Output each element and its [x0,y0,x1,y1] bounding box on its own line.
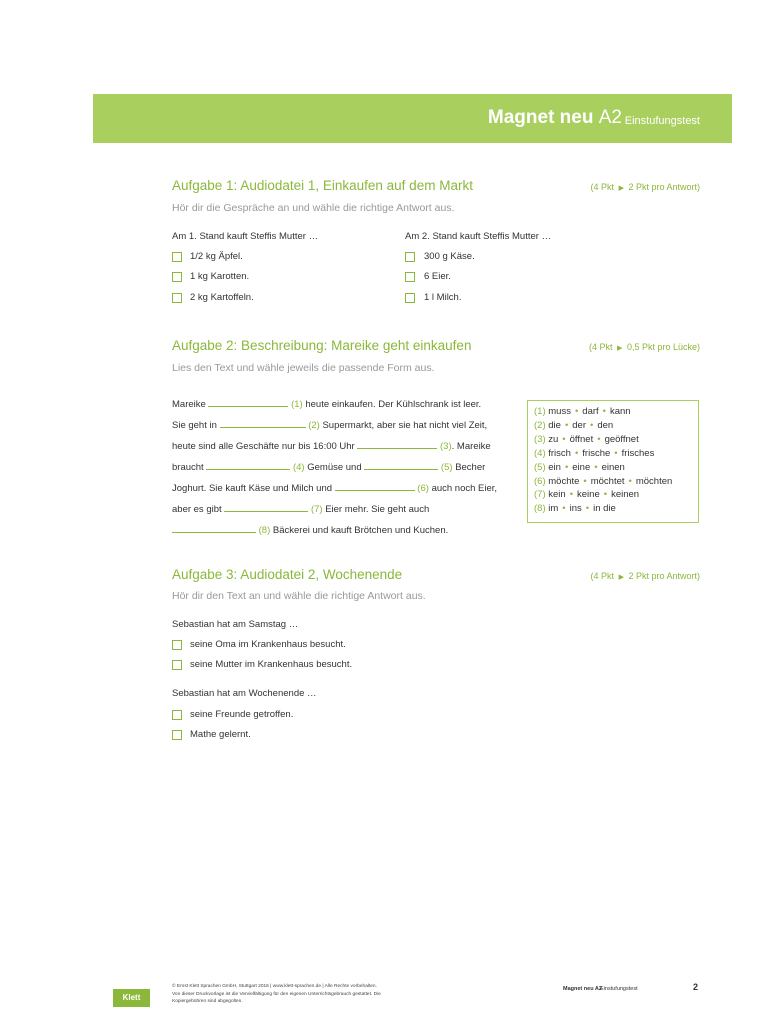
word-option[interactable]: darf [582,406,599,417]
task1-q1-option: 2 kg Kartoffeln. [190,292,254,303]
cloze-text: Supermarkt, aber sie hat nicht viel Zeit, [322,420,488,431]
brand-level: A2 [598,107,622,128]
task1-q2-option: 300 g Käse. [424,251,475,262]
cloze-line [172,397,481,410]
gap-blank[interactable] [357,439,437,449]
word-choice-number: (7) [534,489,549,501]
bullet-dot-icon: • [603,489,608,501]
cloze-line [172,502,429,515]
cloze-text: Joghurt. Sie kauft Käse und Milch und [172,483,333,494]
task3-points [591,571,700,581]
page-number: 2 [693,982,699,992]
bullet-dot-icon: • [574,447,579,459]
word-option[interactable]: zu [548,433,559,445]
cloze-text: Eier mehr. Sie geht auch [325,504,430,515]
word-option[interactable]: keine [577,489,600,501]
bullet-dot-icon: • [562,503,566,515]
cloze-text: Bäckerei und kauft Brötchen und Kuchen. [272,525,449,536]
klett-logo: Klett [113,989,150,1007]
cloze-text: auch noch Eier, [431,483,498,494]
word-option[interactable]: frische [582,447,611,459]
word-option[interactable]: ins [569,503,582,515]
task1-points [591,182,700,192]
gap-number: (5) [440,462,453,473]
word-option[interactable]: kann [609,406,631,417]
cloze-text: braucht [172,462,204,473]
task2-title: Aufgabe 2: Beschreibung: Mareike geht einkaufen [172,338,472,353]
task1-instruction: Hör dir die Gespräche an und wähle die richtige Antwort aus. [172,202,455,214]
bullet-dot-icon: • [594,461,598,473]
gap-number: (7) [310,504,323,515]
gap-blank[interactable] [335,481,415,491]
header-subtitle: Einstufungstest [624,115,700,127]
cloze-line [172,481,497,494]
word-option[interactable]: möchtet [590,475,625,487]
task2-points-right: 0,5 Pkt pro Lücke) [626,342,700,352]
gap-number: (6) [417,483,429,494]
task1-q2-option: 6 Eier. [424,271,451,282]
word-choice-row [534,503,616,514]
task1-q1-option: 1/2 kg Äpfel. [190,251,243,262]
task3-q1-option: seine Mutter im Krankenhaus besucht. [190,659,353,670]
task1-title: Aufgabe 1: Audiodatei 1, Einkaufen auf dem Markt [172,178,473,193]
task3-instruction: Hör dir den Text an und wähle die richtige Antwort aus. [172,590,426,602]
checkbox[interactable] [172,640,182,650]
word-option[interactable]: kein [548,489,566,501]
cloze-text: Gemüse und [307,462,362,473]
gap-number: (1) [291,399,303,410]
brand-name: Magnet neu [487,107,594,128]
header-banner [93,94,732,143]
task1-points-right: 2 Pkt pro Antwort) [628,182,700,192]
checkbox[interactable] [172,710,182,720]
word-option[interactable]: einen [601,461,625,473]
bullet-dot-icon: • [562,433,566,445]
word-option[interactable]: in die [593,503,616,515]
cloze-line [172,418,487,431]
task1-q2-option: 1 l Milch. [424,292,462,303]
bullet-dot-icon: • [564,461,569,473]
cloze-text: Becher [455,462,486,473]
cloze-line [172,460,485,473]
footer-license: Von dieser Druckvorlage ist die Vervielfältigung für den eigenen Unterrichtsgebrauch gestattet. Die [172,992,381,997]
cloze-text: heute einkaufen. Der Kühlschrank ist leer. [305,399,482,410]
word-choice-row [534,476,672,487]
word-option[interactable]: möchten [635,475,673,487]
task2-points-left: (4 Pkt [589,342,613,352]
word-option[interactable]: muss [548,406,571,417]
word-choice-number: (8) [534,503,549,515]
task3-title: Aufgabe 3: Audiodatei 2, Wochenende [172,567,403,582]
footer-subtitle: Einstufungstest [600,986,638,992]
bullet-dot-icon: • [569,489,574,501]
word-choice-number: (4) [534,447,549,459]
word-choice-number: (6) [534,475,549,487]
word-choice-number: (2) [534,419,549,431]
word-choice-number: (5) [534,461,549,473]
word-choice-number: (3) [534,433,549,445]
checkbox[interactable] [172,293,182,303]
bullet-dot-icon: • [585,503,590,515]
word-choice-row [534,406,631,417]
checkbox[interactable] [405,252,415,262]
word-option[interactable]: der [572,419,586,431]
bullet-dot-icon: • [597,433,601,445]
word-option[interactable]: die [548,419,561,431]
arrow-right-icon: ▶ [618,185,624,192]
word-option[interactable]: öffnet [569,433,594,445]
bullet-dot-icon: • [614,447,618,459]
checkbox[interactable] [405,272,415,282]
task2-points [589,342,700,352]
task1-q2-label: Am 2. Stand kauft Steffis Mutter … [405,231,552,242]
cloze-text: Mareike [172,399,206,410]
gap-number: (2) [308,420,320,431]
task3-q1-option: seine Oma im Krankenhaus besucht. [190,639,346,650]
arrow-right-icon: ▶ [618,574,624,581]
gap-blank[interactable] [206,460,290,470]
bullet-dot-icon: • [574,406,579,417]
word-choice-row [534,448,654,459]
checkbox[interactable] [172,272,182,282]
gap-blank[interactable] [172,523,256,533]
bullet-dot-icon: • [628,475,632,487]
bullet-dot-icon: • [602,406,606,417]
word-option[interactable]: im [548,503,559,515]
gap-number: (8) [258,525,271,536]
task3-q2-label: Sebastian hat am Wochenende … [172,688,317,699]
checkbox[interactable] [172,660,182,670]
gap-blank[interactable] [208,397,288,407]
task1-points-left: (4 Pkt [590,182,615,192]
task3-points-left: (4 Pkt [590,571,615,581]
bullet-dot-icon: • [564,419,569,431]
bullet-dot-icon: • [590,419,594,431]
word-choice-row [534,434,639,445]
task1-q1-option: 1 kg Karotten. [190,271,250,282]
task3-points-right: 2 Pkt pro Antwort) [628,571,700,581]
footer-brand: Magnet neu A2 [563,986,602,992]
gap-blank[interactable] [364,460,438,470]
word-option[interactable]: eine [572,461,591,473]
brand-title [488,107,622,129]
word-option[interactable]: frisch [548,447,571,459]
word-option[interactable]: möchte [548,475,580,487]
word-choice-row [534,420,613,431]
bullet-dot-icon: • [583,475,587,487]
task3-q2-option: seine Freunde getroffen. [190,709,294,720]
word-option[interactable]: ein [548,461,561,473]
footer-license-cont: Kopiergebühren sind abgegolten. [172,999,243,1004]
gap-number: (4) [292,462,305,473]
cloze-text: aber es gibt [172,504,222,515]
task1-q1-label: Am 1. Stand kauft Steffis Mutter … [172,231,319,242]
checkbox[interactable] [405,293,415,303]
task3-q1-label: Sebastian hat am Samstag … [172,619,299,630]
word-option[interactable]: geöffnet [604,433,639,445]
cloze-text: heute sind alle Geschäfte nur bis 16:00 Uhr [172,441,355,452]
cloze-line [172,523,448,536]
task2-instruction: Lies den Text und wähle jeweils die passende Form aus. [172,362,435,374]
gap-blank[interactable] [224,502,308,512]
word-option[interactable]: keinen [611,489,640,501]
word-choice-number: (1) [534,406,549,417]
gap-number: (3) [440,441,452,452]
word-option[interactable]: frisches [621,447,655,459]
checkbox[interactable] [172,730,182,740]
gap-blank[interactable] [220,418,306,428]
cloze-text: . Mareike [451,441,491,452]
cloze-text: Sie geht in [172,420,217,431]
checkbox[interactable] [172,252,182,262]
footer-copyright: © Ernst Klett Sprachen GmbH, Stuttgart 2016 | www.klett-sprachen.de | Alle Rechte vorbehalten. [172,984,377,989]
task3-q2-option: Mathe gelernt. [190,729,251,740]
arrow-right-icon: ▶ [617,345,623,352]
word-choice-row [534,489,639,500]
cloze-line [172,439,491,452]
word-option[interactable]: den [597,419,614,431]
word-choice-row [534,462,625,473]
